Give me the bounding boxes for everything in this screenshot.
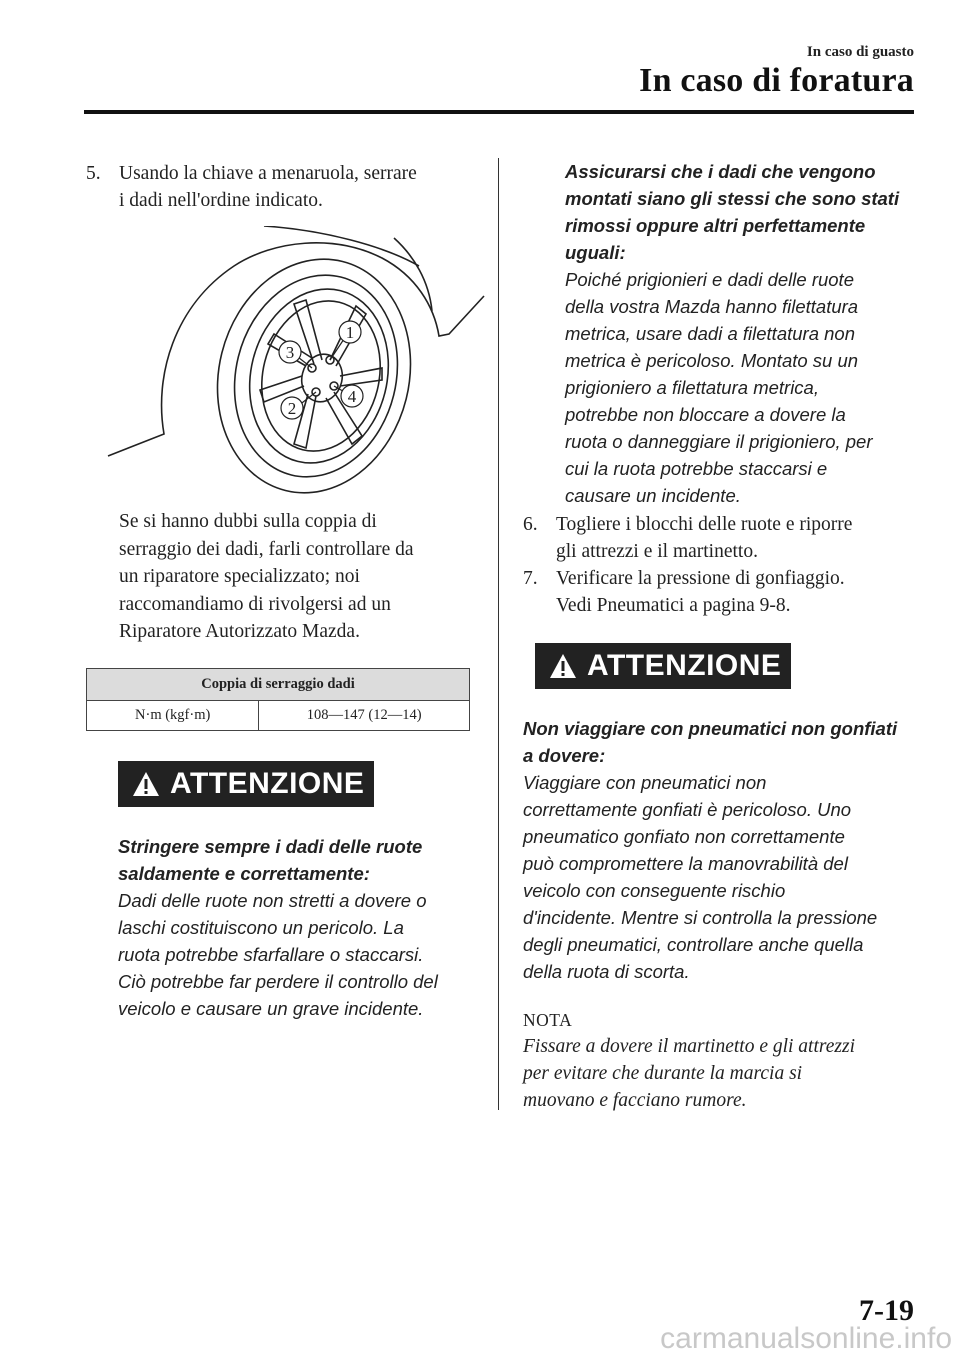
note-line: Fissare a dovere il martinetto e gli attrezzi xyxy=(523,1036,856,1057)
warning-triangle-icon xyxy=(132,771,160,797)
nut-label-4: 4 xyxy=(347,387,357,406)
warning-badge-label: ATTENZIONE xyxy=(170,766,365,800)
step-number: 5. xyxy=(86,163,101,184)
step-number: 6. xyxy=(523,514,538,535)
warning-body-line: Poiché prigionieri e dadi delle ruote xyxy=(565,269,854,290)
warning-body-line: veicolo con conseguente rischio xyxy=(523,880,786,901)
warning-body-line: può compromettere la manovrabilità del xyxy=(523,853,848,874)
warning-body-line: Ciò potrebbe far perdere il controllo del xyxy=(118,970,438,992)
warning-block-right xyxy=(523,643,915,985)
step-number: 7. xyxy=(523,568,538,589)
warning-body-line: causare un incidente. xyxy=(565,485,741,506)
warning-body xyxy=(565,266,915,509)
step-line: Vedi Pneumatici a pagina 9-8. xyxy=(556,595,791,616)
page-number: 7-19 xyxy=(859,1294,914,1327)
warning-body-line: degli pneumatici, controllare anche quella xyxy=(523,934,864,955)
warning-title-line: saldamente e correttamente: xyxy=(118,862,370,884)
warning-badge xyxy=(118,761,374,807)
step-text xyxy=(556,565,915,619)
warning-body-line: cui la ruota potrebbe staccarsi e xyxy=(565,458,828,479)
note-heading: NOTA xyxy=(523,1010,573,1030)
step-line: Verificare la pressione di gonfiaggio. xyxy=(556,568,845,589)
step-text xyxy=(556,511,915,565)
warning-body-line: della vostra Mazda hanno filettatura xyxy=(565,296,859,317)
torque-advice-paragraph xyxy=(86,508,472,646)
warning-body-line: della ruota di scorta. xyxy=(523,961,690,982)
warning-title-line: Non viaggiare con pneumatici non gonfiati xyxy=(523,718,898,739)
warning-badge-label: ATTENZIONE xyxy=(587,649,782,682)
warning-body-line: pneumatico gonfiato non correttamente xyxy=(523,826,845,847)
paragraph-line: raccomandiamo di rivolgersi ad un xyxy=(119,593,391,615)
nut-label-2: 2 xyxy=(287,399,297,418)
torque-table-header: Coppia di serraggio dadi xyxy=(87,668,470,700)
warning-triangle-icon xyxy=(549,653,577,679)
warning-continuation xyxy=(523,158,915,509)
warning-title xyxy=(523,715,915,769)
section-title: In caso di foratura xyxy=(639,62,914,99)
nut-label-3: 3 xyxy=(285,343,295,362)
paragraph-line: Riparatore Autorizzato Mazda. xyxy=(119,621,360,642)
warning-title-line: a dovere: xyxy=(523,745,606,766)
header-rule xyxy=(84,110,914,114)
warning-body-line: metrica, usare dadi a filettatura non xyxy=(565,323,855,344)
torque-unit-cell: N·m (kgf·m) xyxy=(87,700,259,730)
table-row xyxy=(87,700,470,730)
warning-body-line: laschi costituiscono un pericolo. La xyxy=(118,916,404,938)
chapter-title: In caso di guasto xyxy=(806,44,914,60)
step-5 xyxy=(86,160,472,214)
warning-body-line: veicolo e causare un grave incidente. xyxy=(118,997,424,1019)
nut-label-1: 1 xyxy=(345,323,355,342)
warning-body-line: ruota o danneggiare il prigioniero, per xyxy=(565,431,873,452)
warning-body-line: d'incidente. Mentre si controlla la pressione xyxy=(523,907,878,928)
step-line: Togliere i blocchi delle ruote e riporre xyxy=(556,514,853,535)
wheel-nut-order-figure xyxy=(94,226,486,496)
warning-body-line: prigioniero a filettatura metrica, xyxy=(565,377,819,398)
paragraph-line: un riparatore specializzato; noi xyxy=(119,566,360,587)
warning-body-line: ruota potrebbe sfarfallare o staccarsi. xyxy=(118,943,424,965)
paragraph-line: serraggio dei dadi, farli controllare da xyxy=(119,538,414,560)
note-line: per evitare che durante la marcia si xyxy=(523,1063,803,1084)
warning-body-line: potrebbe non bloccare a dovere la xyxy=(565,404,846,425)
warning-title xyxy=(565,158,915,266)
watermark: carmanualsonline.info xyxy=(660,1322,952,1355)
right-column xyxy=(523,158,915,1114)
step-line: i dadi nell'ordine indicato. xyxy=(119,190,323,211)
note-body xyxy=(523,1033,915,1114)
warning-title-line: uguali: xyxy=(565,242,626,263)
warning-title-line: Stringere sempre i dadi delle ruote xyxy=(118,835,423,857)
torque-table xyxy=(86,668,470,731)
warning-title xyxy=(118,833,472,887)
warning-body xyxy=(118,887,472,1022)
warning-block-left xyxy=(86,761,472,1022)
warning-body xyxy=(523,769,915,985)
left-column xyxy=(86,160,472,1022)
warning-badge xyxy=(535,643,791,689)
warning-body-line: correttamente gonfiati è pericoloso. Uno xyxy=(523,799,852,820)
paragraph-line: Se si hanno dubbi sulla coppia di xyxy=(119,511,377,532)
torque-value-cell: 108—147 (12—14) xyxy=(259,700,470,730)
warning-body-line: Dadi delle ruote non stretti a dovere o xyxy=(118,889,427,911)
step-line: gli attrezzi e il martinetto. xyxy=(556,541,758,562)
step-line: Usando la chiave a menaruola, serrare xyxy=(119,163,417,184)
step-7 xyxy=(523,565,915,619)
warning-title-line: montati siano gli stessi che sono stati xyxy=(565,188,900,209)
warning-body-line: Viaggiare con pneumatici non xyxy=(523,772,767,793)
warning-body-line: metrica è pericoloso. Montato su un xyxy=(565,350,859,371)
step-6 xyxy=(523,511,915,565)
note-line: muovano e facciano rumore. xyxy=(523,1090,747,1111)
step-text xyxy=(119,160,472,214)
column-divider xyxy=(498,158,499,1110)
warning-title-line: Assicurarsi che i dadi che vengono xyxy=(565,161,876,182)
warning-title-line: rimossi oppure altri perfettamente xyxy=(565,215,866,236)
